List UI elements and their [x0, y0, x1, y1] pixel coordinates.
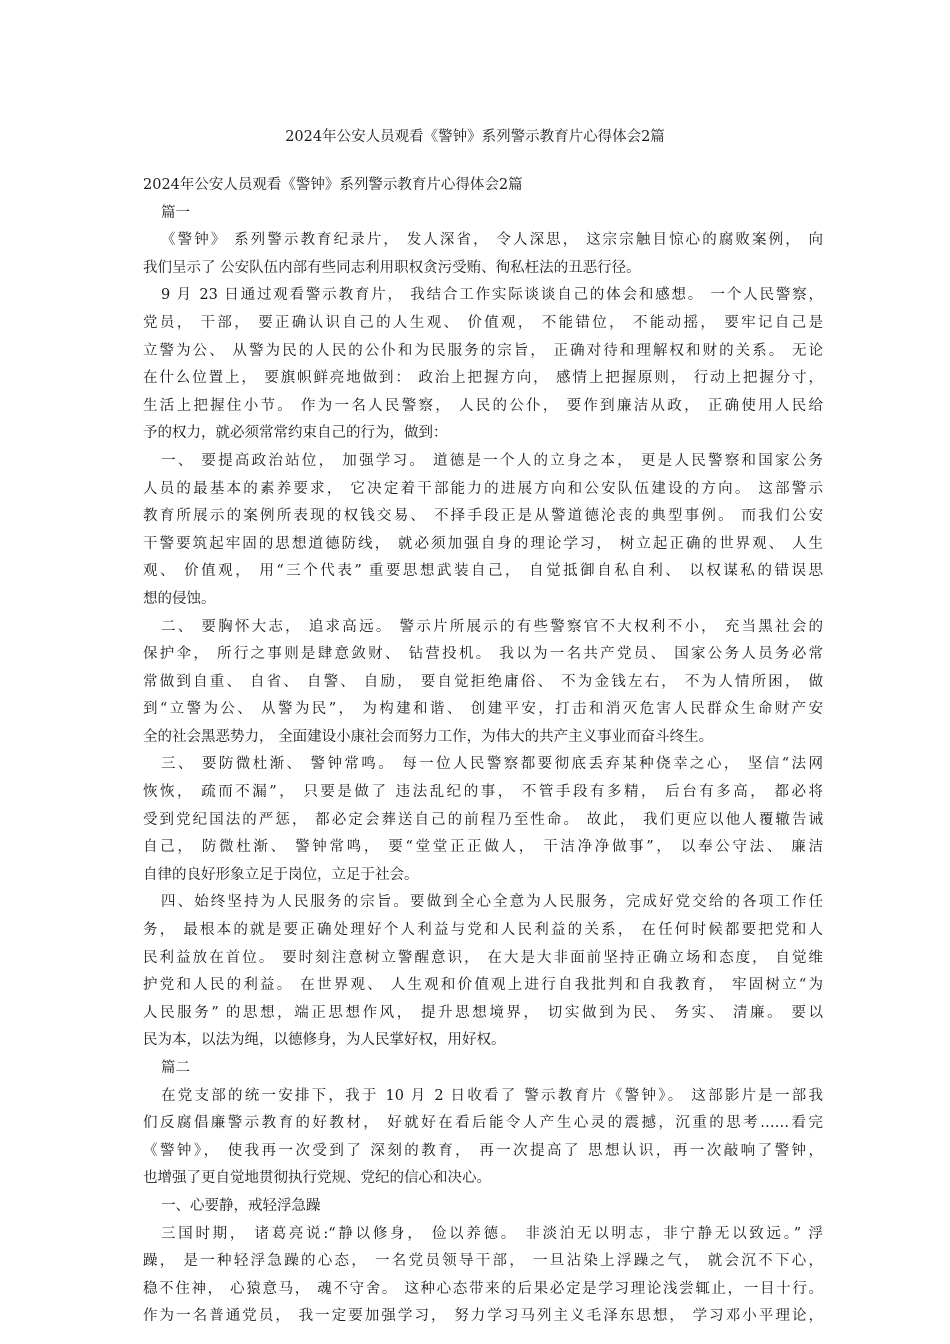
- text-line: 自律的良好形象立足于岗位，立足于社会。: [143, 866, 419, 883]
- text-line: 们反腐倡廉警示教育的好教材， 好就好在看后能令人产生心灵的震撼，沉重的思考……看完: [143, 1115, 823, 1132]
- text-line: 二、 要胸怀大志， 追求高远。 警示片所展示的有些警察官不大权利不小， 充当黑社会的: [161, 618, 823, 635]
- text-line: 到“立警为公、 从警为民”， 为构建和谐、 创建平安，打击和消灭危害人民群众生命财产安: [143, 701, 823, 718]
- text-line: 2024年公安人员观看《警钟》系列警示教育片心得体会2篇: [143, 177, 523, 193]
- text-line: 《警钟》 系列警示教育纪录片， 发人深省， 令人深思， 这宗宗触目惊心的腐败案例， 向: [161, 232, 823, 249]
- text-line: 自己， 防微杜渐、 警钟常鸣， 要“堂堂正正做人， 干洁净净做事”， 以奉公守法、 廉洁: [143, 839, 823, 856]
- text-line: 立警为公、 从警为民的人民的公仆和为民服务的宗旨， 正确对待和理解权和财的关系。 无论: [143, 342, 823, 359]
- text-line: 在什么位置上， 要旗帜鲜亮地做到： 政治上把握方向， 感情上把握原则， 行动上把握分寸，: [143, 370, 823, 387]
- document-title: 2024年公安人员观看《警钟》系列警示教育片心得体会2篇: [285, 129, 665, 145]
- text-line: 一、心要静，戒轻浮急躁: [161, 1197, 321, 1214]
- text-line: 想的侵蚀。: [143, 590, 216, 607]
- text-line: 民为本，以法为绳，以德修身，为人民掌好权，用好权。: [143, 1032, 506, 1049]
- text-line: 篇二: [161, 1060, 190, 1076]
- text-line: 观、 价值观， 用“三个代表” 重要思想武装自己， 自觉抵御自私自利、 以权谋私的错误思: [143, 563, 823, 580]
- text-line: 《警钟》， 使我再一次受到了 深刻的教育， 再一次提高了 思想认识，再一次敲响了警钟，: [143, 1142, 823, 1159]
- text-line: 务， 最根本的就是要正确处理好个人利益与党和人民利益的关系， 在任何时候都要把党和人: [143, 922, 823, 939]
- text-line: 党员， 干部， 要正确认识自己的人生观、 价值观， 不能错位， 不能动摇， 要牢记自己是: [143, 314, 823, 331]
- text-line: 三国时期， 诸葛亮说:“静以修身， 俭以养德。 非淡泊无以明志，非宁静无以致远。” 浮: [161, 1225, 823, 1242]
- text-line: 作为一名普通党员， 我一定要加强学习， 努力学习马列主义毛泽东思想， 学习邓小平理论，: [143, 1308, 823, 1325]
- text-line: 常做到自重、 自省、 自警、 自励， 要自觉拒绝庸俗、 不为金钱左右， 不为人情所困， 做: [143, 673, 823, 690]
- text-line: 生活上把握住小节。 作为一名人民警察， 人民的公仆， 要作到廉洁从政， 正确使用人民给: [143, 397, 823, 414]
- text-line: 教育所展示的案例所表现的权钱交易、 不择手段正是从警道德沦丧的典型事例。 而我们公安: [143, 508, 823, 525]
- text-line: 我们呈示了 公安队伍内部有些同志利用职权贪污受贿、徇私枉法的丑恶行径。: [143, 259, 641, 276]
- text-line: 受到党纪国法的严惩， 都必定会葬送自己的前程乃至性命。 故此， 我们更应以他人覆辙告诫: [143, 811, 823, 828]
- text-line: 予的权力，就必须常常约束自己的行为，做到：: [143, 425, 448, 442]
- text-line: 也增强了更自觉地贯彻执行党规、党纪的信心和决心。: [143, 1170, 491, 1187]
- text-line: 躁， 是一种轻浮急躁的心态， 一名党员领导干部， 一旦沾染上浮躁之气， 就会沉不下心，: [143, 1253, 823, 1270]
- text-line: 干警要筑起牢固的思想道德防线， 就必须加强自身的理论学习， 树立起正确的世界观、 人生: [143, 535, 823, 552]
- text-line: 护党和人民的利益。 在世界观、 人生观和价值观上进行自我批判和自我教育， 牢固树立“为: [143, 977, 823, 994]
- text-line: 四、始终坚持为人民服务的宗旨。要做到全心全意为人民服务，完成好党交给的各项工作任: [161, 894, 823, 911]
- text-line: 民利益放在首位。 要时刻注意树立警醒意识， 在大是大非面前坚持正确立场和态度， 自觉维: [143, 949, 823, 966]
- text-line: 9 月 23 日通过观看警示教育片， 我结合工作实际谈谈自己的体会和感想。 一个人民警察，: [161, 287, 823, 304]
- text-line: 人员的最基本的素养要求， 它决定着干部能力的进展方向和公安队伍建设的方向。 这部警示: [143, 480, 823, 497]
- text-line: 稳不住神， 心猿意马， 魂不守舍。 这种心态带来的后果必定是学习理论浅尝辄止，一目十行。: [143, 1280, 823, 1297]
- text-line: 保护伞， 所行之事则是肆意敛财、 钻营投机。 我以为一名共产党员、 国家公务人员务必常: [143, 646, 823, 663]
- text-line: 三、 要防微杜渐、 警钟常鸣。 每一位人民警察都要彻底丢弃某种侥幸之心， 坚信“法网: [161, 756, 823, 773]
- text-line: 篇一: [161, 204, 190, 221]
- document-body: [143, 172, 823, 1331]
- text-line: 人民服务” 的思想，端正思想作风， 提升思想境界， 切实做到为民、 务实、 清廉。 要以: [143, 1004, 823, 1021]
- text-line: 恢恢， 疏而不漏”， 只要是做了 违法乱纪的事， 不管手段有多精， 后台有多高， 都必将: [143, 784, 823, 801]
- text-line: 全的社会黑恶势力， 全面建设小康社会而努力工作，为伟大的共产主义事业而奋斗终生。: [143, 728, 714, 745]
- text-line: 一、 要提高政治站位， 加强学习。 道德是一个人的立身之本， 更是人民警察和国家公务: [161, 452, 823, 469]
- text-line: 在党支部的统一安排下，我于 10 月 2 日收看了 警示教育片《警钟》。 这部影片是一部我: [161, 1087, 823, 1104]
